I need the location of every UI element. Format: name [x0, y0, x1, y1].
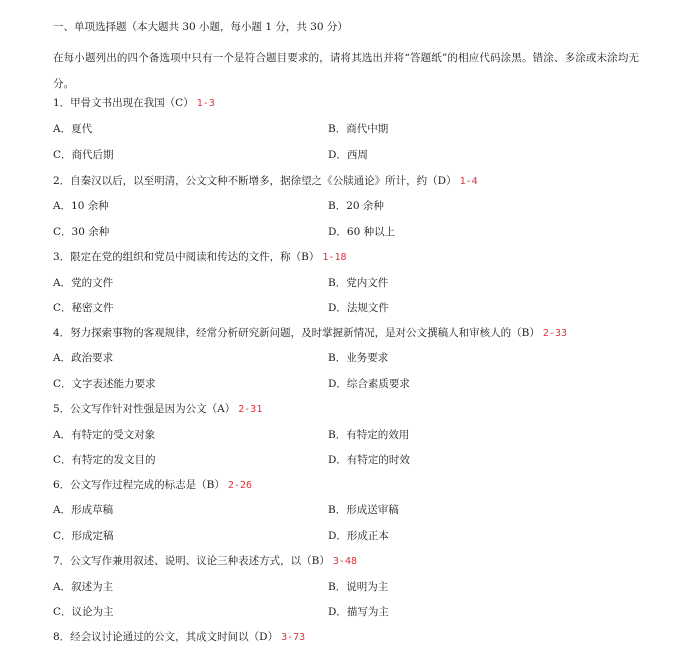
question-stem-text: 5．公文写作针对性强是因为公文（A） [53, 403, 236, 415]
question-3-option-b: B．党内文件 [328, 277, 389, 289]
section-instructions: 在每小题列出的四个备选项中只有一个是符合题目要求的，请将其选出并将“答题纸”的相应代码涂黑。错涂、多涂或未涂均无分。 [53, 52, 640, 90]
question-4-stem [53, 326, 567, 341]
question-7-option-b: B．说明为主 [328, 581, 389, 593]
question-4-option-b: B．业务要求 [328, 352, 389, 364]
question-4-option-a: A．政治要求 [53, 352, 114, 364]
question-6-stem [53, 478, 252, 493]
page-reference: 3-48 [332, 556, 357, 567]
question-1-option-d: D．西周 [328, 149, 368, 161]
question-stem-text: 1．甲骨文书出现在我国（C） [53, 97, 194, 109]
question-1-stem [53, 96, 215, 111]
page-reference: 1-18 [322, 252, 347, 263]
question-7-option-c: C．议论为主 [53, 606, 114, 618]
question-6-option-c: C．形成定稿 [53, 530, 114, 542]
question-5-option-d: D．有特定的时效 [328, 454, 410, 466]
page-reference: 1-3 [196, 98, 215, 109]
question-6-option-b: B．形成送审稿 [328, 504, 399, 516]
question-stem-text: 4．努力探索事物的客观规律，经常分析研究新问题，及时掌握新情况，是对公文撰稿人和审核人的（B） [53, 327, 540, 339]
page-reference: 2-26 [227, 480, 252, 491]
question-1-option-b: B．商代中期 [328, 123, 389, 135]
question-stem-text: 7．公文写作兼用叙述、说明、议论三种表述方式，以（B） [53, 555, 330, 567]
question-5-option-b: B．有特定的效用 [328, 429, 410, 441]
question-stem-text: 6．公文写作过程完成的标志是（B） [53, 479, 225, 491]
question-1-option-a: A．夏代 [53, 123, 93, 135]
question-5-option-c: C．有特定的发文目的 [53, 454, 156, 466]
question-7-option-a: A．叙述为主 [53, 581, 114, 593]
question-3-option-c: C．秘密文件 [53, 302, 114, 314]
question-4-option-d: D．综合素质要求 [328, 378, 410, 390]
page-reference: 2-33 [542, 328, 567, 339]
question-1-option-c: C．商代后期 [53, 149, 114, 161]
question-2-option-d: D．60 种以上 [328, 226, 396, 238]
question-stem-text: 3．限定在党的组织和党员中阅读和传达的文件，称（B） [53, 251, 320, 263]
question-2-stem [53, 174, 478, 189]
question-4-option-c: C．文字表述能力要求 [53, 378, 156, 390]
question-6-option-d: D．形成正本 [328, 530, 389, 542]
question-5-stem [53, 402, 262, 417]
question-2-option-b: B．20 余种 [328, 200, 384, 212]
question-3-option-a: A．党的文件 [53, 277, 114, 289]
question-5-option-a: A．有特定的受文对象 [53, 429, 156, 441]
question-7-stem [53, 554, 357, 569]
question-3-option-d: D．法规文件 [328, 302, 389, 314]
page-reference: 2-31 [238, 404, 263, 415]
page-reference: 3-73 [281, 632, 306, 643]
question-7-option-d: D．描写为主 [328, 606, 389, 618]
section-heading: 一、单项选择题（本大题共 30 小题，每小题 1 分，共 30 分） [53, 21, 348, 33]
question-2-option-c: C．30 余种 [53, 226, 110, 238]
question-2-option-a: A．10 余种 [53, 200, 109, 212]
question-3-stem [53, 250, 347, 265]
page-reference: 1-4 [459, 176, 478, 187]
question-6-option-a: A．形成草稿 [53, 504, 114, 516]
question-stem-text: 8．经会议讨论通过的公文，其成文时间以（D） [53, 631, 279, 643]
question-stem-text: 2．自秦汉以后，以至明清，公文文种不断增多，据徐望之《公牍通论》所计，约（D） [53, 175, 457, 187]
question-8-stem [53, 630, 305, 645]
